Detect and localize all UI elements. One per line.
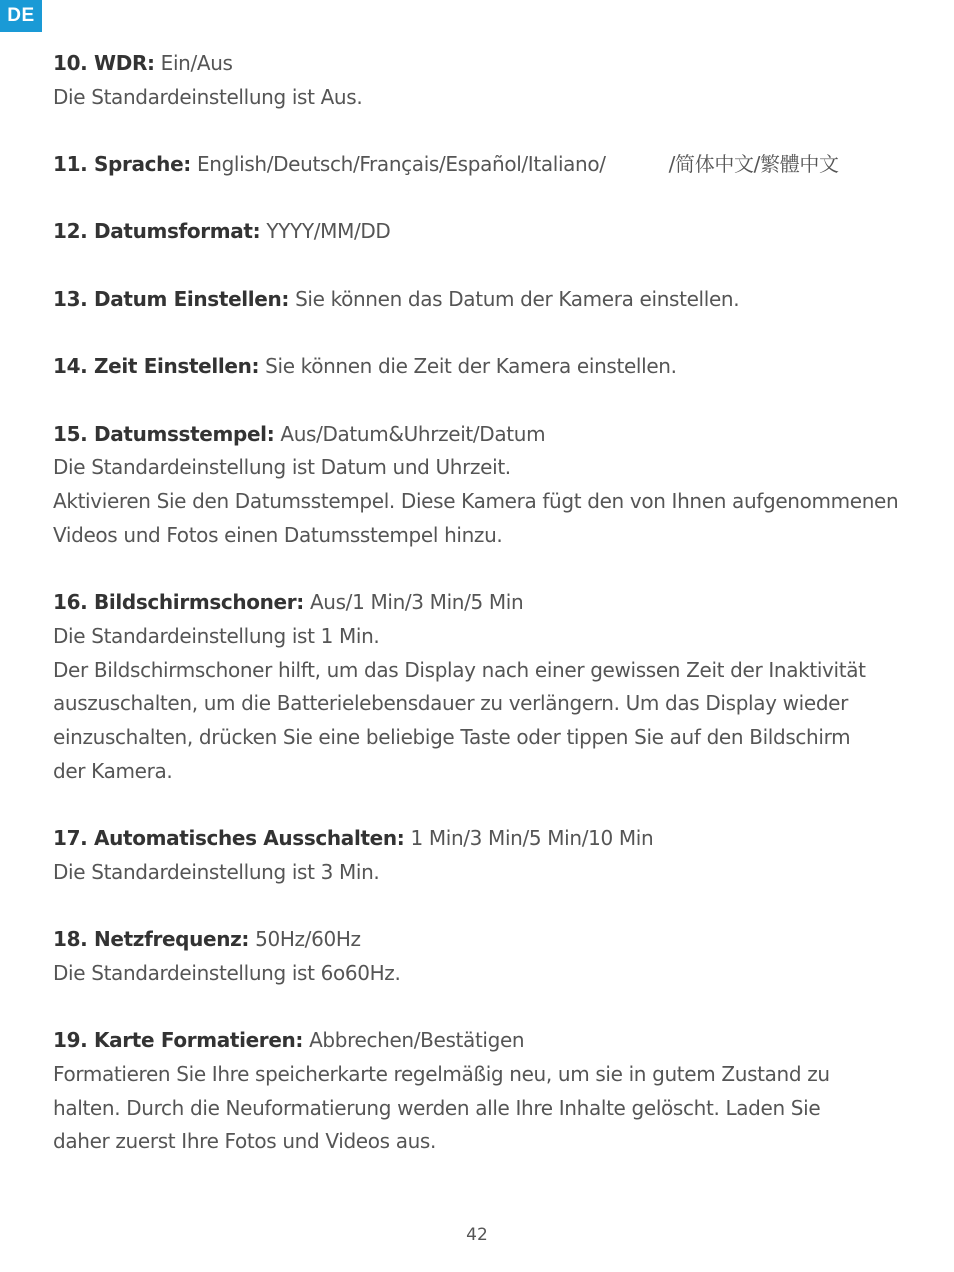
setting-description: Videos und Fotos einen Datumsstempel hinzu. — [53, 522, 503, 547]
setting-set-date — [53, 283, 913, 317]
setting-description: Die Standardeinstellung ist Aus. — [53, 84, 363, 109]
setting-language — [53, 148, 913, 182]
setting-heading: 15. Datumsstempel: — [53, 421, 275, 446]
setting-wdr — [53, 47, 913, 114]
setting-description: auszuschalten, um die Batterielebensdauer zu verlängern. Um das Display wieder — [53, 691, 848, 716]
setting-options: Aus/Datum&Uhrzeit/Datum — [280, 421, 546, 446]
setting-options: Ein/Aus — [160, 51, 233, 75]
setting-options: YYYY/MM/DD — [266, 219, 391, 244]
setting-heading: 13. Datum Einstellen: — [53, 286, 290, 311]
setting-description: Formatieren Sie Ihre speicherkarte regelmäßig neu, um sie in gutem Zustand zu — [53, 1061, 830, 1086]
setting-options: Aus/1 Min/3 Min/5 Min — [309, 590, 524, 615]
setting-options: English/Deutsch/Français/Español/Italiano/ — [196, 152, 606, 177]
setting-description: Die Standardeinstellung ist 1 Min. — [53, 623, 380, 648]
setting-options-cjk: /简体中文/繁體中文 — [668, 152, 839, 177]
setting-heading: 16. Bildschirmschoner: — [53, 590, 304, 615]
setting-title-line — [53, 350, 913, 384]
setting-heading: 14. Zeit Einstellen: — [53, 354, 260, 379]
setting-description: Aktivieren Sie den Datumsstempel. Diese Kamera fügt den von Ihnen aufgenommenen — [53, 489, 899, 514]
page-number: 42 — [466, 1225, 488, 1245]
setting-description: Der Bildschirmschoner hilft, um das Display nach einer gewissen Zeit der Inaktivität — [53, 657, 866, 682]
setting-title-line — [53, 148, 913, 182]
setting-title-line — [53, 822, 913, 856]
language-tab: DE — [0, 0, 42, 32]
setting-power-frequency — [53, 923, 913, 990]
setting-set-time — [53, 350, 913, 384]
setting-title-line — [53, 283, 913, 317]
setting-title-line — [53, 47, 913, 81]
setting-date-stamp — [53, 418, 913, 553]
setting-options: Abbrechen/Bestätigen — [309, 1028, 525, 1053]
setting-options: Sie können die Zeit der Kamera einstellen. — [265, 354, 677, 379]
setting-screensaver — [53, 586, 913, 788]
setting-description: Die Standardeinstellung ist 3 Min. — [53, 859, 380, 884]
setting-description: halten. Durch die Neuformatierung werden alle Ihre Inhalte gelöscht. Laden Sie — [53, 1095, 821, 1120]
setting-title-line — [53, 215, 913, 249]
setting-title-line — [53, 1024, 913, 1058]
setting-description: Die Standardeinstellung ist 6o60Hz. — [53, 960, 401, 985]
setting-options: 50Hz/60Hz — [255, 927, 361, 952]
setting-format-card — [53, 1024, 913, 1159]
setting-heading: 18. Netzfrequenz: — [53, 927, 250, 952]
setting-options: Sie können das Datum der Kamera einstellen. — [295, 286, 740, 311]
setting-date-format — [53, 215, 913, 249]
setting-description: daher zuerst Ihre Fotos und Videos aus. — [53, 1129, 437, 1154]
setting-title-line — [53, 418, 913, 452]
setting-title-line — [53, 586, 913, 620]
setting-description: einzuschalten, drücken Sie eine beliebige Taste oder tippen Sie auf den Bildschirm — [53, 724, 851, 749]
setting-heading: 12. Datumsformat: — [53, 219, 261, 244]
settings-list — [53, 47, 913, 1193]
setting-auto-power-off — [53, 822, 913, 889]
setting-heading: 11. Sprache: — [53, 152, 191, 177]
setting-heading: 17. Automatisches Ausschalten: — [53, 826, 405, 851]
setting-heading: 10. WDR: — [53, 51, 155, 75]
setting-description: der Kamera. — [53, 758, 173, 783]
setting-description: Die Standardeinstellung ist Datum und Uhrzeit. — [53, 455, 511, 480]
setting-heading: 19. Karte Formatieren: — [53, 1028, 304, 1053]
setting-options: 1 Min/3 Min/5 Min/10 Min — [410, 826, 654, 851]
setting-title-line — [53, 923, 913, 957]
